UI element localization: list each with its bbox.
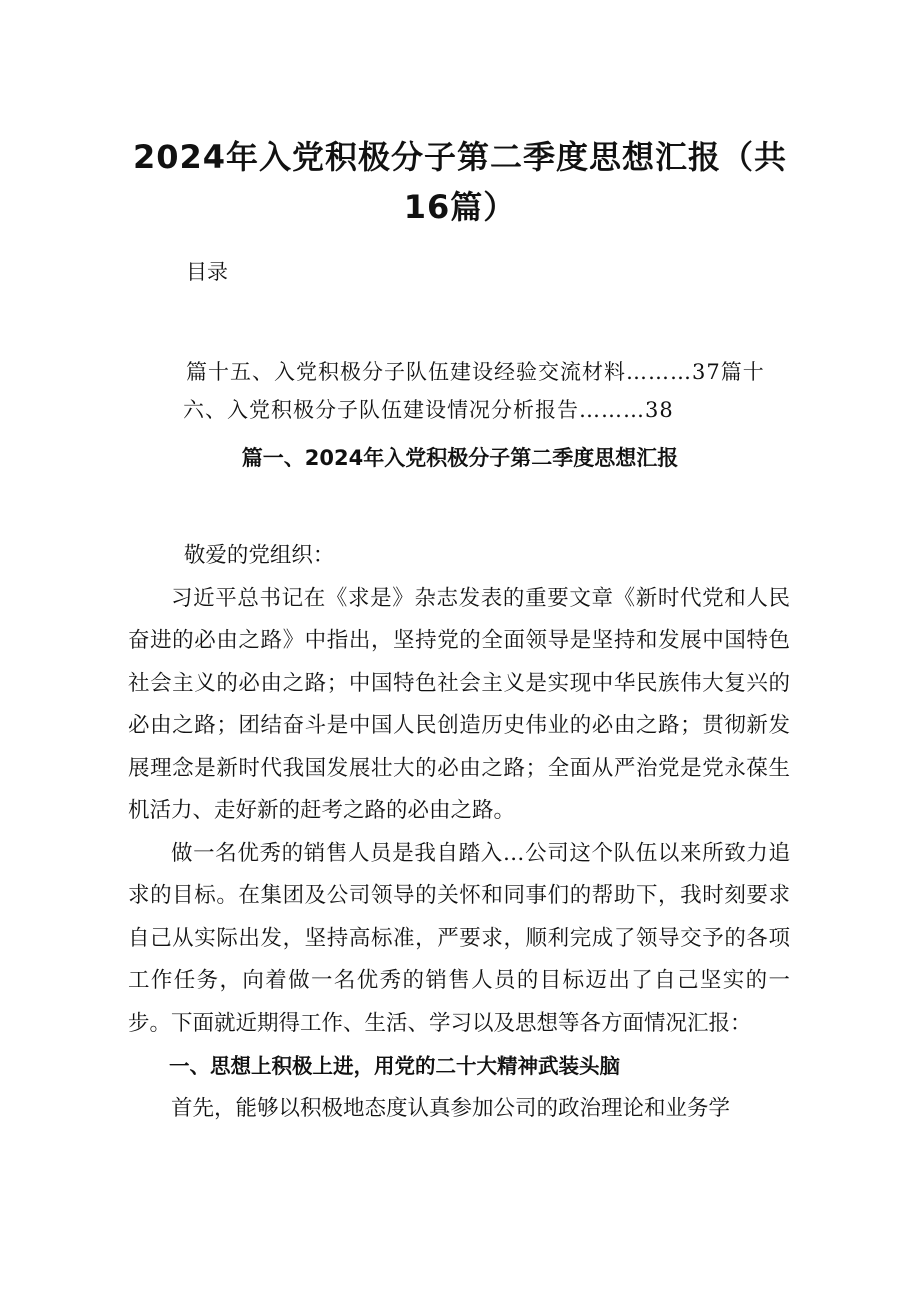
body-text	[128, 535, 790, 1130]
paragraph: 习近平总书记在《求是》杂志发表的重要文章《新时代党和人民奋进的必由之路》中指出，坚持党的全面领导是坚持和发展中国特色社会主义的必由之路；中国特色社会主义是实现中华民族伟大复兴的必由之路；团结奋斗是中国人民创造历史伟业的必由之路；贯彻新发展理念是新时代我国发展壮大的必由之路；全面从严治党是党永葆生机活力、走好新的赶考之路的必由之路。	[128, 585, 790, 823]
table-of-contents	[183, 353, 786, 429]
document-title: 2024年入党积极分子第二季度思想汇报（共16篇）	[132, 138, 788, 226]
section-title: 篇一、2024年入党积极分子第二季度思想汇报	[241, 446, 679, 470]
toc-line: 篇十五、入党积极分子队伍建设经验交流材料………37篇十	[186, 360, 765, 384]
salutation: 敬爱的党组织：	[183, 543, 335, 568]
paragraph: 首先，能够以积极地态度认真参加公司的政治理论和业务学	[171, 1095, 731, 1121]
toc-line: 六、入党积极分子队伍建设情况分析报告………38	[183, 398, 674, 422]
toc-label: 目录	[186, 260, 228, 284]
paragraph: 做一名优秀的销售人员是我自踏入…公司这个队伍以来所致力追求的目标。在集团及公司领导的关怀和同事们的帮助下，我时刻要求自己从实际出发，坚持高标准，严要求，顺利完成了领导交予的各项工作任务，向着做一名优秀的销售人员的目标迈出了自己坚实的一步。下面就近期得工作、生活、学习以及思想等各方面情况汇报：	[128, 840, 790, 1036]
section-heading: 一、思想上积极上进，用党的二十大精神武装头脑	[169, 1054, 620, 1078]
